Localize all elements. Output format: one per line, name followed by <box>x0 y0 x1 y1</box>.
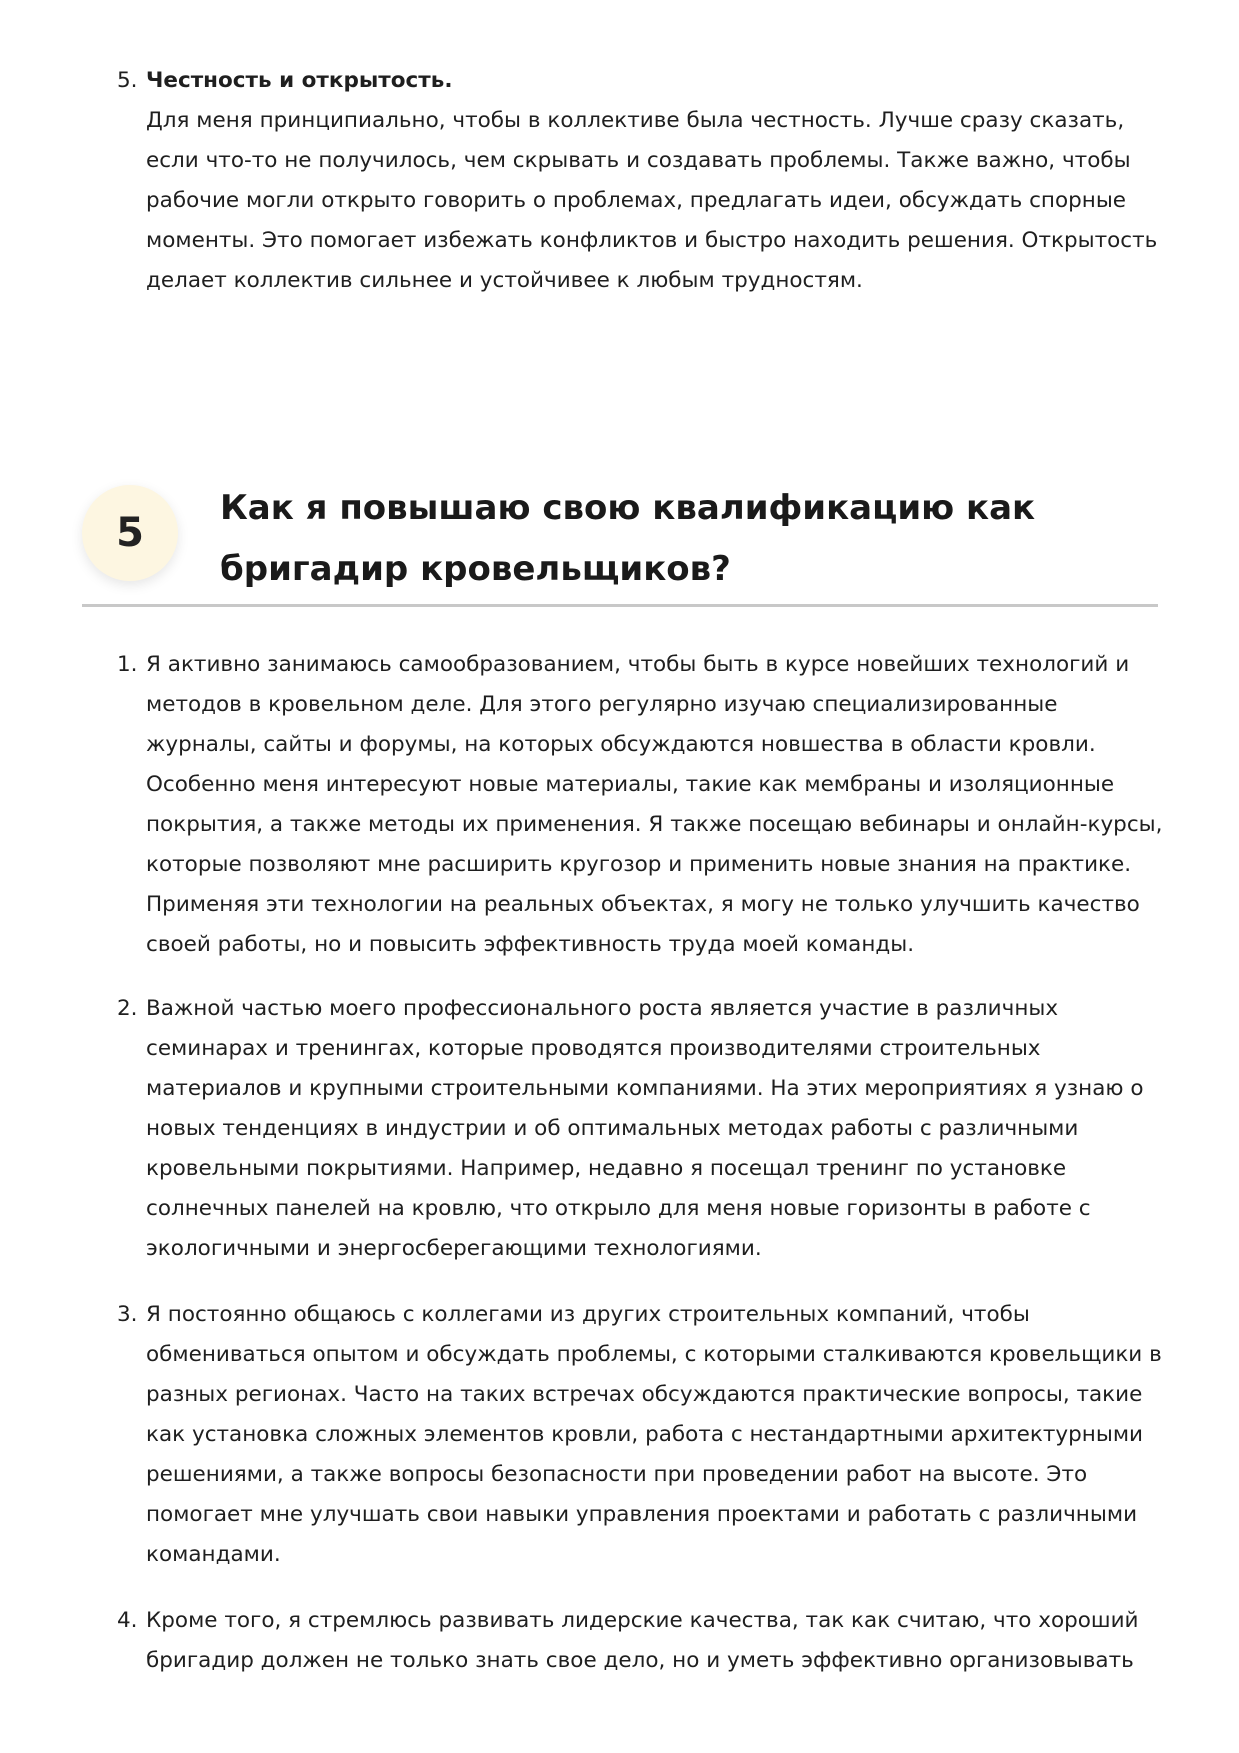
list-item-body <box>146 61 1167 301</box>
list-item-number: 4. <box>117 1608 138 1633</box>
list-item-text: Я активно занимаюсь самообразованием, чтобы быть в курсе новейших технологий и методов в кровельном деле. Для этого регулярно изучаю специализированные журналы, сайты и форумы, на которых обсуждаются новшества в области кровли. Особенно меня интересуют новые материалы, такие как мембраны и изоляционные покрытия, а также методы их применения. Я также посещаю вебинары и онлайн-курсы, которые позволяют мне расширить кругозор и применить новые знания на практике. Применяя эти технологии на реальных объектах, я могу не только улучшить качество своей работы, но и повысить эффективность труда моей команды. <box>146 652 1163 957</box>
list-item <box>117 645 1167 965</box>
list-item <box>117 1601 1167 1681</box>
list-item-number: 1. <box>117 652 138 677</box>
list-item-text: Я постоянно общаюсь с коллегами из других строительных компаний, чтобы обмениваться опытом и обсуждать проблемы, с которыми сталкиваются кровельщики в разных регионах. Часто на таких встречах обсуждаются практические вопросы, такие как установка сложных элементов кровли, работа с нестандартными архитектурными решениями, а также вопросы безопасности при проведении работ на высоте. Это помогает мне улучшать свои навыки управления проектами и работать с различными командами. <box>146 1302 1162 1567</box>
list-item <box>117 1295 1167 1575</box>
list-item-number: 2. <box>117 996 138 1021</box>
list-item-number: 5. <box>117 68 138 93</box>
list-item-text: Важной частью моего профессионального роста является участие в различных семинарах и тренингах, которые проводятся производителями строительных материалов и крупными строительными компаниями. На этих мероприятиях я узнаю о новых тенденциях в индустрии и об оптимальных методах работы с различными кровельными покрытиями. Например, недавно я посещал тренинг по установке солнечных панелей на кровлю, что открыло для меня новые горизонты в работе с экологичными и энергосберегающими технологиями. <box>146 996 1144 1261</box>
list-item-text: Кроме того, я стремлюсь развивать лидерские качества, так как считаю, что хороший бригадир должен не только знать свое дело, но и уметь эффективно организовывать <box>146 1608 1139 1673</box>
list-item-number: 3. <box>117 1302 138 1327</box>
list-item <box>117 61 1167 301</box>
list-item <box>117 989 1167 1269</box>
section-divider <box>82 604 1158 607</box>
list-item-text: Для меня принципиально, чтобы в коллективе была честность. Лучше сразу сказать, если что-то не получилось, чем скрывать и создавать проблемы. Также важно, чтобы рабочие могли открыто говорить о проблемах, предлагать идеи, обсуждать спорные моменты. Это помогает избежать конфликтов и быстро находить решения. Открытость делает коллектив сильнее и устойчивее к любым трудностям. <box>146 108 1158 293</box>
section-number-badge: 5 <box>82 485 178 581</box>
list-item-title: Честность и открытость. <box>146 68 453 93</box>
section-heading: Как я повышаю свою квалификацию как бригадир кровельщиков? <box>220 488 1036 589</box>
